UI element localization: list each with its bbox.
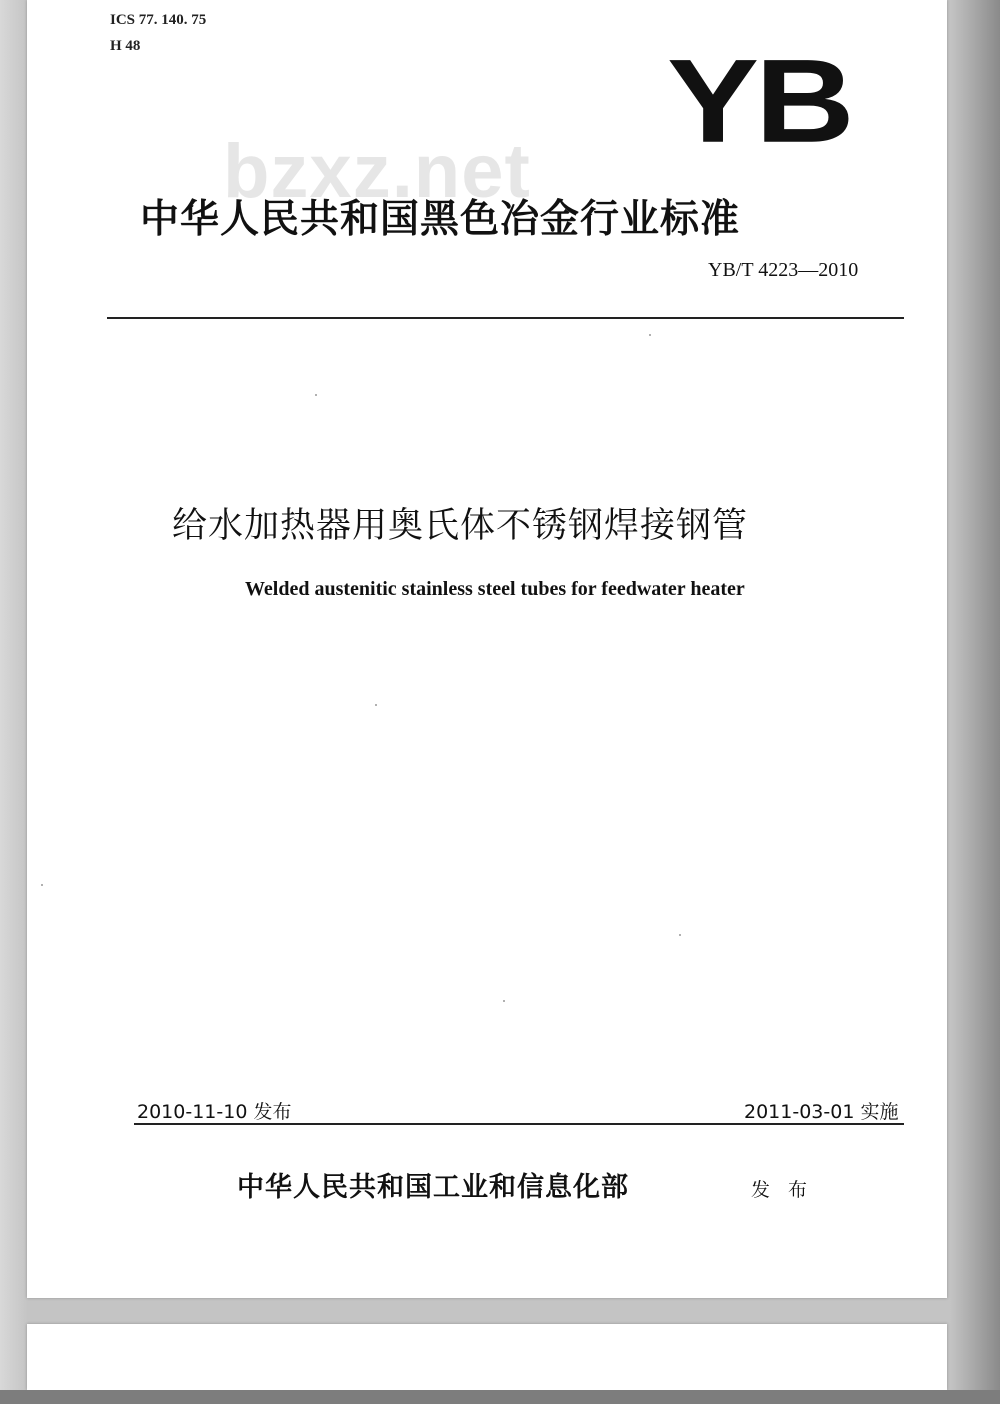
standard-number: YB/T 4223—2010 <box>708 259 859 281</box>
publish-date: 2010-11-10 发布 <box>137 1101 292 1123</box>
viewer-bottom-bar <box>0 1390 1000 1404</box>
ics-code: ICS 77. 140. 75 <box>110 12 207 28</box>
document-title-chinese: 给水加热器用奥氏体不锈钢焊接钢管 <box>172 506 749 546</box>
scan-speck <box>315 394 317 396</box>
bottom-divider <box>134 1123 904 1125</box>
scan-speck <box>679 934 681 936</box>
top-divider <box>107 317 904 319</box>
scan-speck <box>375 704 377 706</box>
document-page <box>27 0 947 1298</box>
issuing-authority: 中华人民共和国工业和信息化部 <box>237 1172 629 1203</box>
ccs-code: H 48 <box>110 38 141 54</box>
implementation-date: 2011-03-01 实施 <box>744 1101 899 1123</box>
next-document-page <box>27 1324 947 1390</box>
scan-speck <box>41 884 43 886</box>
watermark: bzxz.net <box>223 129 531 214</box>
standard-category-title: 中华人民共和国黑色冶金行业标准 <box>140 197 741 242</box>
scan-speck <box>503 1000 505 1002</box>
scan-speck <box>649 334 651 336</box>
yb-logo: YB <box>667 35 851 168</box>
document-title-english: Welded austenitic stainless steel tubes for feedwater heater <box>245 578 745 600</box>
issue-label: 发 布 <box>751 1179 814 1201</box>
